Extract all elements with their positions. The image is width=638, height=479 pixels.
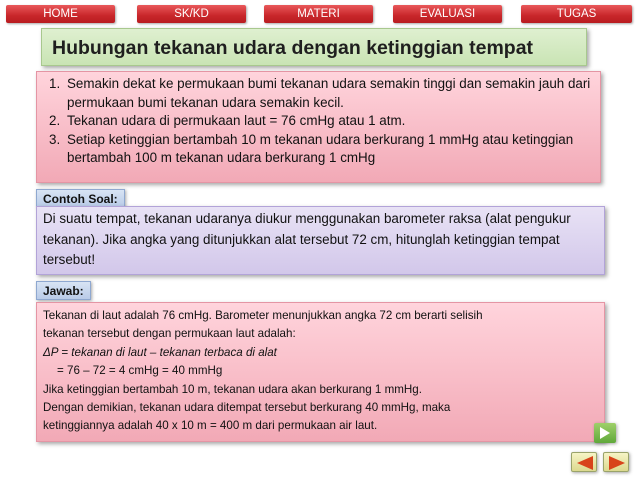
rule-item bbox=[49, 131, 592, 168]
rules-list bbox=[49, 75, 592, 168]
nav-skkd-button[interactable]: SK/KD bbox=[137, 5, 246, 23]
rule-number: 2. bbox=[49, 113, 61, 128]
rule-text: Semakin dekat ke permukaan bumi tekanan udara semakin tinggi dan semakin jauh dari permukaan bumi tekanan udara semakin kecil. bbox=[67, 76, 591, 110]
question-box: Di suatu tempat, tekanan udaranya diukur menggunakan barometer raksa (alat pengukur tekanan). Jika angka yang ditunjukkan alat tersebut 72 cm, hitunglah ketinggian tempat tersebut! bbox=[36, 206, 605, 275]
answer-box bbox=[36, 302, 605, 442]
triangle-right-icon bbox=[608, 456, 626, 470]
answer-line: Jika ketinggian bertambah 10 m, tekanan udara akan berkurang 1 mmHg. bbox=[43, 382, 422, 396]
rule-item bbox=[49, 112, 592, 131]
forward-button[interactable] bbox=[603, 452, 629, 472]
triangle-left-icon bbox=[576, 456, 594, 470]
answer-calculation: = 76 – 72 = 4 cmHg = 40 mmHg bbox=[57, 364, 223, 378]
page-title: Hubungan tekanan udara dengan ketinggian tempat bbox=[41, 28, 587, 66]
previous-button[interactable] bbox=[571, 452, 597, 472]
next-slide-button[interactable] bbox=[594, 423, 616, 443]
top-nav bbox=[0, 5, 638, 23]
nav-tugas-button[interactable]: TUGAS bbox=[521, 5, 632, 23]
rule-text: Setiap ketinggian bertambah 10 m tekanan udara berkurang 1 mmHg atau ketinggian bertambah 100 m tekanan udara berkurang 1 cmHg bbox=[67, 131, 574, 165]
rule-number: 3. bbox=[49, 131, 61, 147]
answer-label: Jawab: bbox=[36, 281, 91, 300]
answer-line: ketinggiannya adalah 40 x 10 m = 400 m dari permukaan air laut. bbox=[43, 419, 378, 433]
nav-home-button[interactable]: HOME bbox=[6, 5, 115, 23]
nav-evaluasi-button[interactable]: EVALUASI bbox=[393, 5, 502, 23]
rule-item bbox=[49, 75, 592, 112]
answer-line: tekanan tersebut dengan permukaan laut adalah: bbox=[43, 327, 296, 341]
nav-materi-button[interactable]: MATERI bbox=[264, 5, 373, 23]
answer-line: Dengan demikian, tekanan udara ditempat tersebut berkurang 40 mmHg, maka bbox=[43, 401, 451, 415]
answer-formula: ΔP = tekanan di laut – tekanan terbaca di alat bbox=[43, 345, 277, 359]
play-right-icon bbox=[600, 427, 610, 439]
answer-line: Tekanan di laut adalah 76 cmHg. Barometer menunjukkan angka 72 cm berarti selisih bbox=[43, 309, 483, 322]
rule-number: 1. bbox=[49, 76, 61, 91]
rules-panel bbox=[36, 71, 601, 183]
rule-text: Tekanan udara di permukaan laut = 76 cmHg atau 1 atm. bbox=[67, 113, 406, 128]
example-label: Contoh Soal: bbox=[36, 189, 125, 208]
